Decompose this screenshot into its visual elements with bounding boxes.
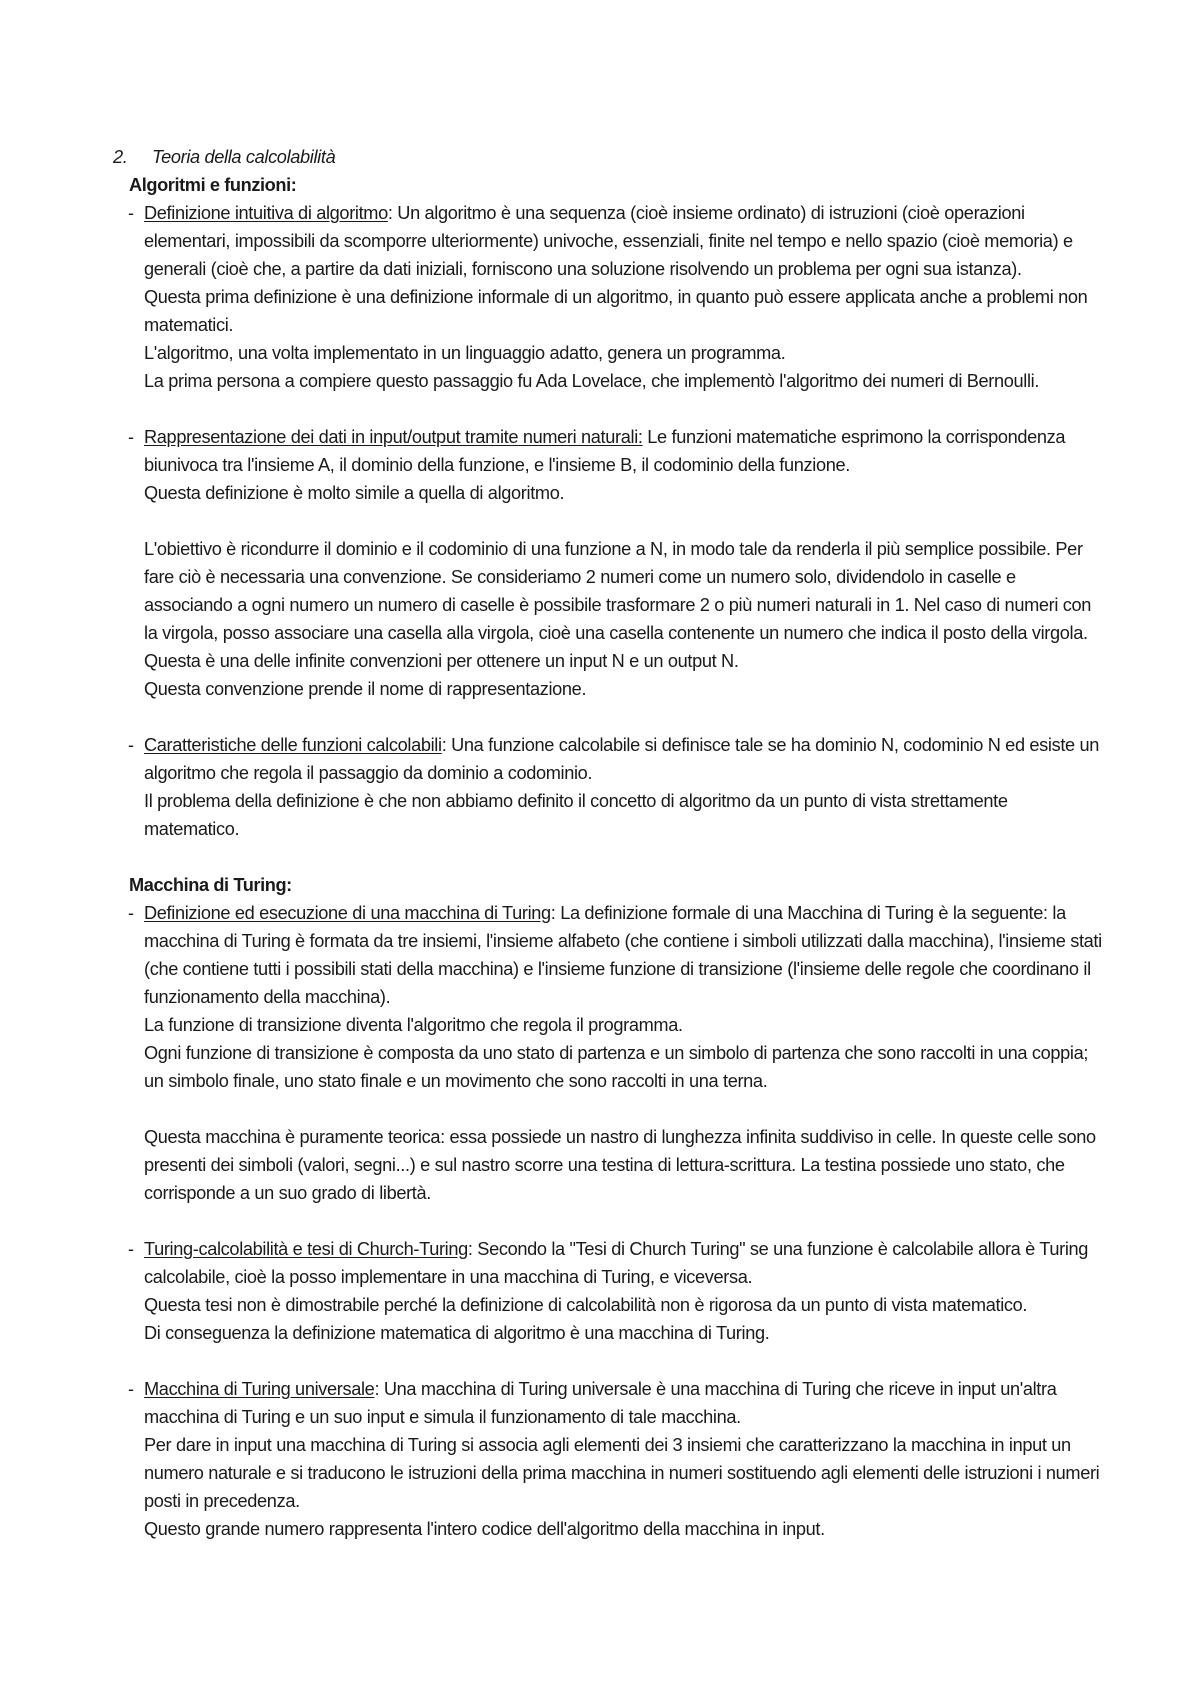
item-term: Caratteristiche delle funzioni calcolabili (144, 735, 442, 755)
item-lead-paragraph: Definizione intuitiva di algoritmo: Un algoritmo è una sequenza (cioè insieme ordinato) di istruzioni (cioè operazioni elementari, impossibili da scomporre ulteriormente) univoche, essenziali, finite nel tempo e nello spazio (cioè memoria) e generali (cioè che, a partire da dati iniziali, forniscono una soluzione risolvendo un problema per ogni sua istanza). (144, 203, 1073, 279)
item-paragraph: Per dare in input una macchina di Turing si associa agli elementi dei 3 insiemi che caratterizzano la macchina in input un numero naturale e si traducono le istruzioni della prima macchina in numeri sostituendo agli elementi delle istruzioni i numeri posti in precedenza. (144, 1435, 1100, 1511)
item-paragraph: Il problema della definizione è che non abbiamo definito il concetto di algoritmo da un punto di vista strettamente matematico. (144, 791, 1008, 839)
bullet-dash: - (128, 735, 134, 755)
list-item (113, 199, 1103, 395)
item-paragraph: Questa macchina è puramente teorica: essa possiede un nastro di lunghezza infinita suddiviso in celle. In queste celle sono presenti dei simboli (valori, segni...) e sul nastro scorre una testina di lettura-scrittura. La testina possiede uno stato, che corrisponde a un suo grado di libertà. (144, 1127, 1096, 1203)
document-content (113, 143, 1103, 1543)
list-item (113, 899, 1103, 1207)
list-item (113, 1235, 1103, 1347)
chapter-heading (113, 143, 1103, 171)
bullet-dash: - (128, 427, 134, 447)
item-lead-paragraph: Rappresentazione dei dati in input/output tramite numeri naturali: Le funzioni matematiche esprimono la corrispondenza biunivoca tra l'insieme A, il dominio della funzione, e l'insieme B, il codominio della funzione. (144, 427, 1066, 475)
item-term: Turing-calcolabilità e tesi di Church-Turing (144, 1239, 468, 1259)
item-paragraph: L'obiettivo è ricondurre il dominio e il codominio di una funzione a N, in modo tale da renderla il più semplice possibile. Per fare ciò è necessaria una convenzione. Se consideriamo 2 numeri come un numero solo, dividendolo in caselle e associando a ogni numero un numero di caselle è possibile trasformare 2 o più numeri naturali in 1. Nel caso di numeri con la virgola, posso associare una casella alla virgola, cioè una casella contenente un numero che indica il posto della virgola. Questa è una delle infinite convenzioni per ottenere un input N e un output N. (144, 539, 1092, 671)
item-paragraph: Questa prima definizione è una definizione informale di un algoritmo, in quanto può essere applicata anche a problemi non matematici. (144, 287, 1088, 335)
item-term: Definizione ed esecuzione di una macchina di Turing (144, 903, 551, 923)
bullet-dash: - (128, 903, 134, 923)
item-paragraph: Ogni funzione di transizione è composta da uno stato di partenza e un simbolo di partenza che sono raccolti in una coppia; un simbolo finale, uno stato finale e un movimento che sono raccolti in una terna. (144, 1043, 1089, 1091)
bullet-dash: - (128, 1379, 134, 1399)
item-lead-paragraph: Definizione ed esecuzione di una macchina di Turing: La definizione formale di una Macchina di Turing è la seguente: la macchina di Turing è formata da tre insiemi, l'insieme alfabeto (che contiene i simboli utilizzati dalla macchina), l'insieme stati (che contiene tutti i possibili stati della macchina) e l'insieme funzione di transizione (l'insieme delle regole che coordinano il funzionamento della macchina). (144, 903, 1102, 1007)
item-paragraph: L'algoritmo, una volta implementato in un linguaggio adatto, genera un programma. (144, 343, 786, 363)
item-term: Rappresentazione dei dati in input/output tramite numeri naturali: (144, 427, 643, 447)
list-item (113, 1375, 1103, 1543)
section-heading-macchina: Macchina di Turing: (129, 875, 292, 895)
item-paragraph: Questa definizione è molto simile a quella di algoritmo. (144, 483, 565, 503)
item-paragraph: Di conseguenza la definizione matematica di algoritmo è una macchina di Turing. (144, 1323, 770, 1343)
list-item (113, 423, 1103, 703)
item-lead-paragraph: Turing-calcolabilità e tesi di Church-Turing: Secondo la "Tesi di Church Turing" se una funzione è calcolabile allora è Turing calcolabile, cioè la posso implementare in una macchina di Turing, e viceversa. (144, 1239, 1089, 1287)
item-lead-paragraph: Macchina di Turing universale: Una macchina di Turing universale è una macchina di Turing che riceve in input un'altra macchina di Turing e un suo input e simula il funzionamento di tale macchina. (144, 1379, 1057, 1427)
item-paragraph: Questo grande numero rappresenta l'intero codice dell'algoritmo della macchina in input. (144, 1519, 825, 1539)
item-term: Macchina di Turing universale (144, 1379, 375, 1399)
item-paragraph: La funzione di transizione diventa l'algoritmo che regola il programma. (144, 1015, 683, 1035)
chapter-title: Teoria della calcolabilità (152, 147, 336, 167)
item-term: Definizione intuitiva di algoritmo (144, 203, 388, 223)
item-lead-paragraph: Caratteristiche delle funzioni calcolabili: Una funzione calcolabile si definisce tale se ha dominio N, codominio N ed esiste un algoritmo che regola il passaggio da dominio a codominio. (144, 735, 1100, 783)
chapter-number: 2. (113, 147, 128, 167)
bullet-dash: - (128, 1239, 134, 1259)
item-paragraph: Questa convenzione prende il nome di rappresentazione. (144, 679, 587, 699)
item-paragraph: La prima persona a compiere questo passaggio fu Ada Lovelace, che implementò l'algoritmo dei numeri di Bernoulli. (144, 371, 1040, 391)
bullet-dash: - (128, 203, 134, 223)
section-heading-algoritmi: Algoritmi e funzioni: (129, 175, 297, 195)
list-item (113, 731, 1103, 843)
item-paragraph: Questa tesi non è dimostrabile perché la definizione di calcolabilità non è rigorosa da un punto di vista matematico. (144, 1295, 1028, 1315)
